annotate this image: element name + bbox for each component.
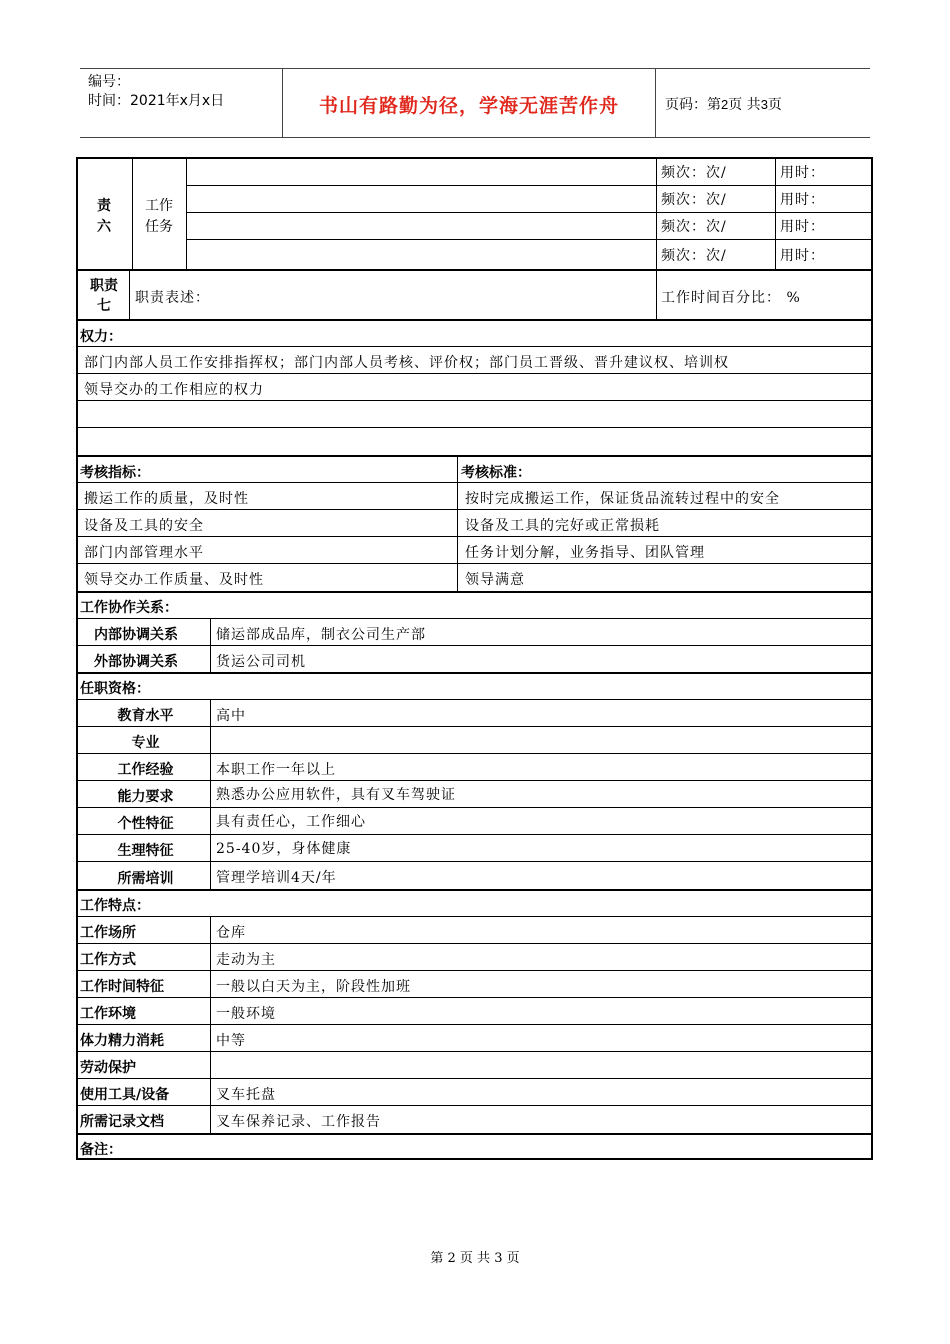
divider xyxy=(78,726,873,727)
divider xyxy=(210,618,211,672)
freq-cell: 频次：次/ xyxy=(661,165,727,181)
divider xyxy=(78,780,873,781)
divider xyxy=(78,997,873,998)
job-description-form xyxy=(76,157,873,1160)
divider xyxy=(210,699,211,889)
assessment-index: 部门内部管理水平 xyxy=(84,545,204,561)
divider xyxy=(78,699,873,700)
feature-value: 仓库 xyxy=(216,925,246,941)
divider xyxy=(78,482,873,483)
qual-label: 能力要求 xyxy=(117,789,174,805)
divider xyxy=(78,916,873,917)
qualification-heading: 任职资格： xyxy=(80,681,150,697)
header-left xyxy=(88,73,224,111)
divider xyxy=(78,861,873,862)
assessment-standard: 任务计划分解，业务指导、团队管理 xyxy=(465,545,705,561)
duty7-label-bottom: 七 xyxy=(97,298,111,314)
divider xyxy=(78,834,873,835)
time-cell: 用时： xyxy=(780,165,825,181)
collab-label: 内部协调关系 xyxy=(94,627,178,643)
time-cell: 用时： xyxy=(780,219,825,235)
duty7-label-top: 职责 xyxy=(90,278,118,294)
divider xyxy=(78,1051,873,1052)
qual-label: 个性特征 xyxy=(117,816,174,832)
code-label: 编号： xyxy=(88,74,130,90)
page-suffix: 页 xyxy=(767,97,782,113)
divider xyxy=(78,753,873,754)
duty6-sub-top: 工作 xyxy=(145,198,173,214)
page-indicator xyxy=(665,94,782,114)
qual-label: 专业 xyxy=(131,735,160,751)
divider xyxy=(186,239,873,240)
motto: 书山有路勤为径，学海无涯苦作舟 xyxy=(318,95,619,117)
collab-value: 储运部成品库，制衣公司生产部 xyxy=(216,627,426,643)
freq-cell: 频次：次/ xyxy=(661,248,727,264)
qual-label: 所需培训 xyxy=(117,871,174,887)
divider xyxy=(78,1133,873,1135)
feature-label: 工作场所 xyxy=(80,925,136,941)
freq-cell: 频次：次/ xyxy=(661,219,727,235)
divider xyxy=(78,269,873,271)
qual-value: 具有责任心，工作细心 xyxy=(216,814,366,830)
date-label: 时间：2021年x月x日 xyxy=(88,93,225,109)
divider xyxy=(78,1078,873,1079)
feature-value: 中等 xyxy=(216,1033,246,1049)
page-prefix: 页码：第 xyxy=(665,97,721,113)
feature-label: 所需记录文档 xyxy=(80,1114,164,1130)
feature-value: 一般环境 xyxy=(216,1006,276,1022)
freq-cell: 频次：次/ xyxy=(661,192,727,208)
qual-value: 25-40岁，身体健康 xyxy=(216,841,352,857)
divider xyxy=(78,319,873,321)
assessment-index: 搬运工作的质量，及时性 xyxy=(84,491,249,507)
divider xyxy=(775,159,776,269)
divider xyxy=(78,563,873,564)
qual-value: 管理学培训4天/年 xyxy=(216,870,337,886)
feature-label: 体力精力消耗 xyxy=(80,1033,164,1049)
divider xyxy=(210,916,211,1133)
divider xyxy=(78,1105,873,1106)
features-heading: 工作特点： xyxy=(80,898,150,914)
divider xyxy=(78,509,873,510)
divider xyxy=(78,618,873,619)
divider xyxy=(186,185,873,186)
divider xyxy=(78,943,873,944)
qual-label: 教育水平 xyxy=(117,708,174,724)
time-cell: 用时： xyxy=(780,192,825,208)
assessment-index: 领导交办工作质量、及时性 xyxy=(84,572,264,588)
qual-value: 本职工作一年以上 xyxy=(216,762,336,778)
divider xyxy=(78,400,873,401)
remarks-heading: 备注： xyxy=(80,1142,122,1158)
duty6-label xyxy=(90,197,118,236)
divider xyxy=(78,346,873,347)
feature-label: 工作环境 xyxy=(80,1006,136,1022)
qual-value: 熟悉办公应用软件，具有叉车驾驶证 xyxy=(216,787,456,803)
collaboration-heading: 工作协作关系： xyxy=(80,600,178,616)
divider xyxy=(78,373,873,374)
time-cell: 用时： xyxy=(780,248,825,264)
page-number: 2 xyxy=(721,97,729,112)
divider xyxy=(78,536,873,537)
divider xyxy=(457,455,458,591)
assessment-index: 设备及工具的安全 xyxy=(84,518,204,534)
feature-value: 叉车保养记录、工作报告 xyxy=(216,1114,381,1130)
divider xyxy=(78,1024,873,1025)
feature-label: 工作时间特征 xyxy=(80,979,164,995)
qual-value: 高中 xyxy=(216,708,246,724)
duty6-label-top: 责 xyxy=(97,198,111,214)
feature-value: 走动为主 xyxy=(216,952,276,968)
divider xyxy=(186,212,873,213)
assessment-standard-heading: 考核标准： xyxy=(461,465,531,481)
divider xyxy=(78,889,873,891)
feature-value: 叉车托盘 xyxy=(216,1087,276,1103)
divider xyxy=(78,427,873,428)
duty7-desc: 职责表述： xyxy=(135,290,210,306)
assessment-index-heading: 考核指标： xyxy=(80,465,150,481)
qual-label: 生理特征 xyxy=(117,843,174,859)
divider xyxy=(186,159,187,269)
feature-label: 劳动保护 xyxy=(80,1060,136,1076)
divider xyxy=(78,672,873,674)
feature-label: 工作方式 xyxy=(80,952,136,968)
authority-heading: 权力： xyxy=(80,329,122,345)
page-total: 3 xyxy=(760,97,768,112)
header-divider xyxy=(655,69,656,137)
assessment-standard: 设备及工具的完好或正常损耗 xyxy=(465,518,660,534)
divider xyxy=(78,455,873,457)
divider xyxy=(78,970,873,971)
duty6-sublabel xyxy=(138,197,180,236)
assessment-standard: 领导满意 xyxy=(465,572,525,588)
collab-value: 货运公司司机 xyxy=(216,654,306,670)
duty6-label-bottom: 六 xyxy=(97,219,111,235)
authority-line: 部门内部人员工作安排指挥权；部门内部人员考核、评价权；部门员工晋级、晋升建议权、培训权 xyxy=(84,355,729,371)
page-header xyxy=(80,68,870,138)
divider xyxy=(78,645,873,646)
divider xyxy=(129,269,130,319)
duty6-sub-bottom: 任务 xyxy=(145,219,173,235)
duty7-pct: 工作时间百分比： % xyxy=(661,290,801,306)
feature-label: 使用工具/设备 xyxy=(80,1087,170,1103)
duty7-label xyxy=(84,277,124,315)
divider xyxy=(78,807,873,808)
assessment-standard: 按时完成搬运工作，保证货品流转过程中的安全 xyxy=(465,491,780,507)
authority-line: 领导交办的工作相应的权力 xyxy=(84,382,264,398)
feature-value: 一般以白天为主，阶段性加班 xyxy=(216,979,411,995)
page-mid: 页 共 xyxy=(728,97,761,113)
divider xyxy=(78,591,873,593)
divider xyxy=(132,159,133,269)
collab-label: 外部协调关系 xyxy=(94,654,178,670)
page-footer: 第 2 页 共 3 页 xyxy=(430,1251,520,1266)
qual-label: 工作经验 xyxy=(117,762,174,778)
